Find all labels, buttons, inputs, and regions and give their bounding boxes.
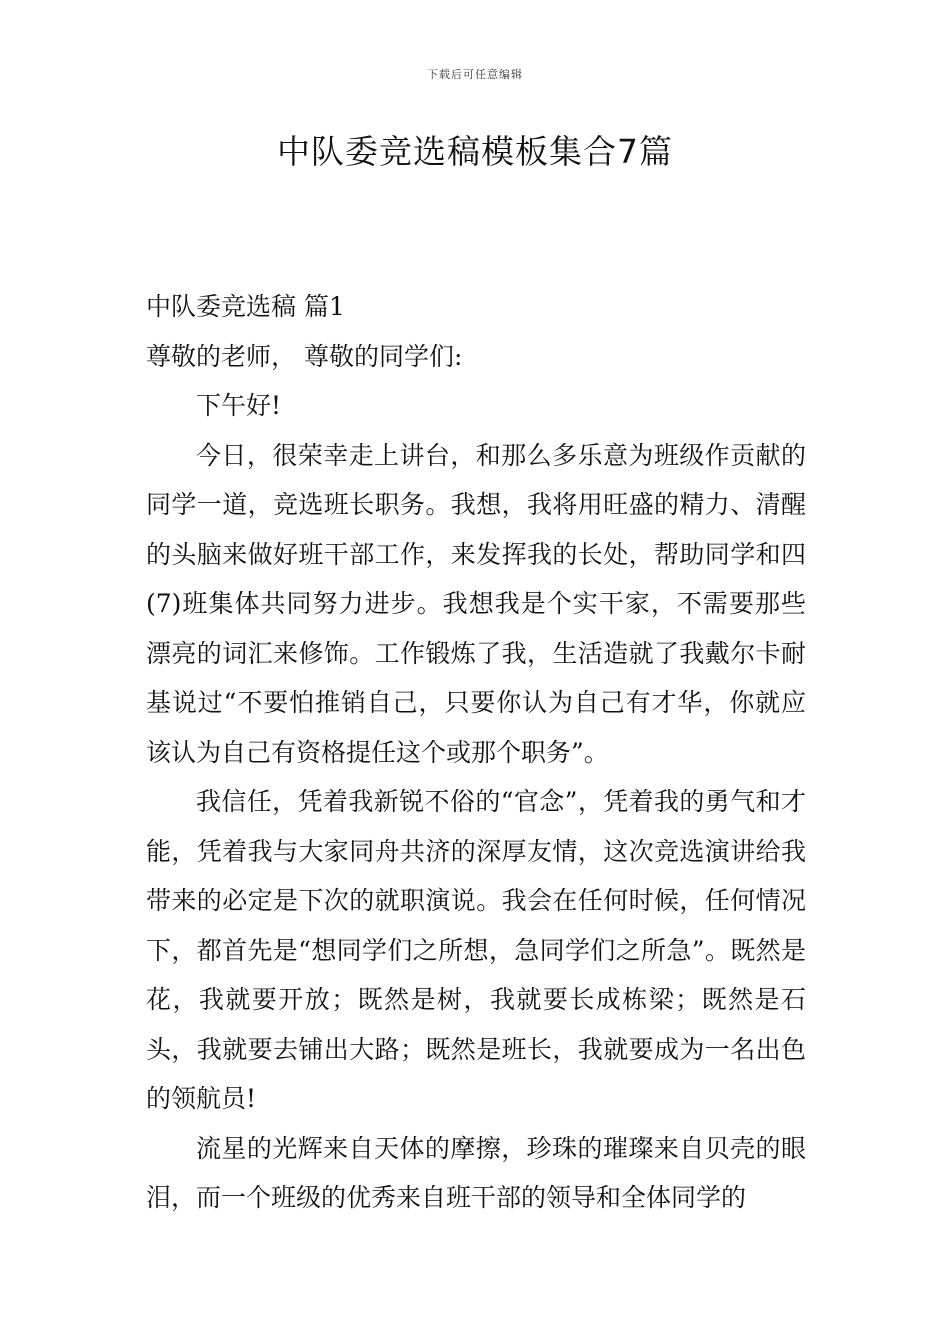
greeting: 下午好!	[196, 391, 282, 420]
paragraph-2: 我信任，凭着我新锐不俗的“官念”，凭着我的勇气和才能，凭着我与大家同舟共济的深厚友情，这次竞选演讲给我带来的必定是下次的就职演说。我会在任何时候，任何情况下，都首先是“想同学们之所想，急同学们之所急”。既然是花，我就要开放；既然是树，我就要长成栋梁；既然是石头，我就要去铺出大路；既然是班长，我就要成为一名出色的领航员!	[146, 787, 806, 1113]
salutation: 尊敬的老师， 尊敬的同学们:	[146, 341, 463, 371]
section-heading: 中队委竞选稿 篇1	[146, 292, 345, 321]
document-title: 中队委竞选稿模板集合7篇	[277, 132, 673, 171]
paragraph-1: 今日，很荣幸走上讲台，和那么多乐意为班级作贡献的同学一道，竞选班长职务。我想，我将用旺盛的精力、清醒的头脑来做好班干部工作，来发挥我的长处，帮助同学和四(7)班集体共同努力进步。我想我是个实干家，不需要那些漂亮的词汇来修饰。工作锻炼了我，生活造就了我戴尔卡耐基说过“不要怕推销自己，只要你认为自己有才华，你就应该认为自己有资格提任这个或那个职务”。	[146, 440, 806, 767]
header-note: 下载后可任意编辑	[427, 68, 523, 81]
paragraph-3: 流星的光辉来自天体的摩擦，珍珠的璀璨来自贝壳的眼泪，而一个班级的优秀来自班干部的领导和全体同学的	[146, 1133, 806, 1212]
document-body	[146, 282, 806, 1223]
